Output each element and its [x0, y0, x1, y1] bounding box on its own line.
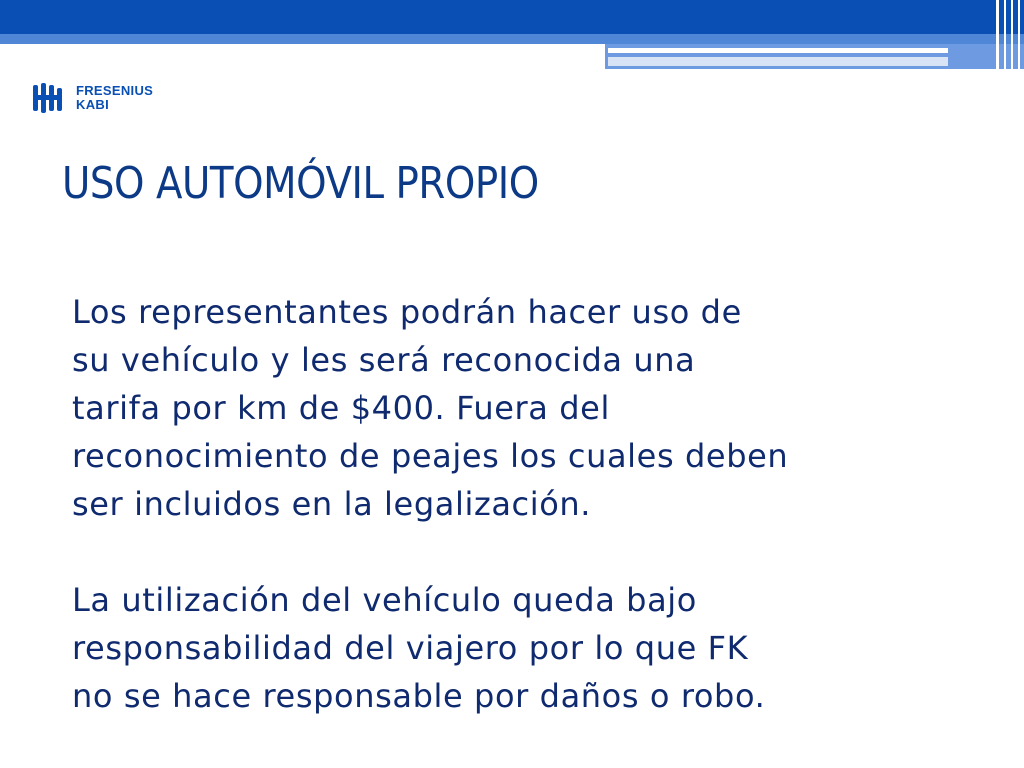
body-paragraph-1: Los representantes podrán hacer uso de su vehículo y les será reconocida una tarifa por km de $400. Fuera del reconocimiento de peajes los cuales deben ser incluidos en la legalización. — [72, 293, 789, 523]
banner-bar-dark — [0, 0, 1024, 34]
banner-bar-mid — [0, 34, 1024, 44]
banner-line-white — [608, 48, 948, 53]
fresenius-kabi-logo — [32, 80, 153, 116]
logo-wordmark — [76, 84, 153, 112]
fresenius-kabi-logo-icon — [32, 81, 68, 115]
slide-title: USO AUTOMÓVIL PROPIO — [62, 158, 539, 209]
slide-body — [72, 288, 972, 720]
banner-stripe — [1018, 0, 1020, 70]
banner-stripe — [1004, 0, 1006, 70]
logo-line-2: KABI — [76, 97, 109, 112]
body-paragraph-2: La utilización del vehículo queda bajo responsabilidad del viajero por lo que FK no se hace responsable por daños o robo. — [72, 581, 766, 715]
banner-stripe — [996, 0, 999, 70]
logo-line-1: FRESENIUS — [76, 83, 154, 98]
header-banner — [0, 0, 1024, 72]
banner-line-pale — [608, 57, 948, 66]
banner-stripe — [1011, 0, 1013, 70]
